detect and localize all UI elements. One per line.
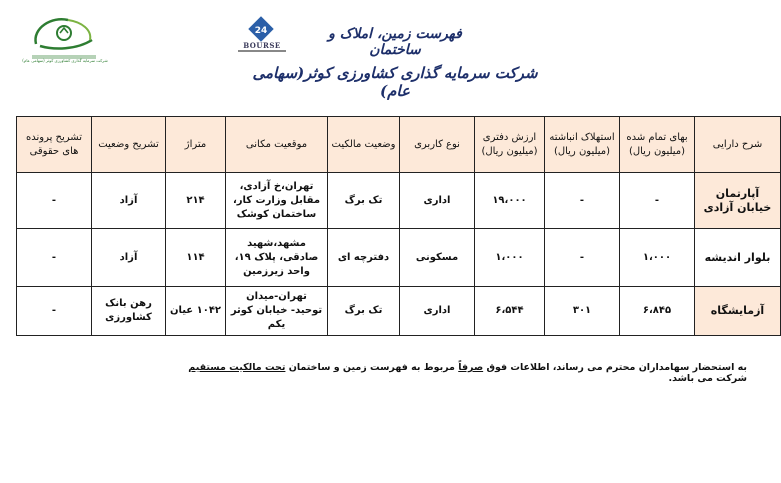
footnote-text: مربوط به فهرست زمین و ساختمان (285, 362, 459, 373)
table-header-row (17, 117, 781, 173)
assets-table (16, 116, 781, 336)
table-cell: آزمایشگاه (695, 287, 781, 336)
table-cell: مشهد،شهید صادقی، پلاک ۱۹، واحد زیرزمین (226, 229, 328, 287)
bourse-logo-underline (238, 50, 286, 52)
footnote-emphasis: تحت مالکیت مستقیم (188, 362, 286, 373)
table-row (17, 229, 781, 287)
table-cell: ۱۱۴ (166, 229, 226, 287)
footnote (160, 362, 747, 384)
table-cell: ۱،۰۰۰ (620, 229, 695, 287)
footnote-text: به استحضار سهامداران محترم می رساند، اطلاعات فوق (483, 362, 747, 373)
table-cell: آپارتمان خیابان آزادی (695, 173, 781, 229)
company-title: شرکت سرمایه گذاری کشاورزی کوثر(سهامی عام) (252, 64, 538, 100)
table-cell: ۲۱۴ (166, 173, 226, 229)
table-cell: تک برگ (328, 287, 400, 336)
table-row (17, 287, 781, 336)
table-cell: ۶،۸۴۵ (620, 287, 695, 336)
col-header: متراژ (166, 117, 226, 173)
col-header: شرح دارایی (695, 117, 781, 173)
table-cell: - (17, 229, 92, 287)
table-cell: ۶،۵۴۴ (475, 287, 545, 336)
footnote-text: شرکت می باشد. (668, 373, 747, 384)
table-row (17, 173, 781, 229)
table-cell: تهران،خ آزادی، مقابل وزارت کار، ساختمان کوشک (226, 173, 328, 229)
table-cell: اداری (400, 287, 475, 336)
footnote-emphasis: صرفاً (458, 362, 484, 373)
col-header: استهلاک انباشته (میلیون ریال) (545, 117, 620, 173)
col-header: نوع کاربری (400, 117, 475, 173)
col-header: تشریح پرونده های حقوقی (17, 117, 92, 173)
col-header: وضعیت مالکیت (328, 117, 400, 173)
kowsar-logo-caption: شرکت سرمایه گذاری کشاورزی کوثر (سهامی عام) (22, 58, 108, 63)
table-cell: دفترچه ای (328, 229, 400, 287)
table-cell: اداری (400, 173, 475, 229)
col-header: ارزش دفتری (میلیون ریال) (475, 117, 545, 173)
col-header: تشریح وضعیت (92, 117, 166, 173)
table-cell: ۱۹،۰۰۰ (475, 173, 545, 229)
table-cell: ۱۰۴۲ عیان (166, 287, 226, 336)
svg-text:24: 24 (254, 26, 268, 36)
table-cell: ۱،۰۰۰ (475, 229, 545, 287)
bourse-logo-text: BOURSE (243, 41, 281, 50)
col-header: بهای تمام شده (میلیون ریال) (620, 117, 695, 173)
table-cell: - (17, 287, 92, 336)
table-cell: - (17, 173, 92, 229)
col-header: موقعیت مکانی (226, 117, 328, 173)
bourse-logo (236, 18, 288, 58)
table-cell: آزاد (92, 229, 166, 287)
table-cell: - (545, 173, 620, 229)
page-title: فهرست زمین، املاک و ساختمان (328, 26, 462, 58)
table-cell: آزاد (92, 173, 166, 229)
table-cell: تک برگ (328, 173, 400, 229)
table-cell: - (545, 229, 620, 287)
table-cell: - (620, 173, 695, 229)
table-cell: ۳۰۱ (545, 287, 620, 336)
table-cell: تهران-میدان توحید- خیابان کوثر یکم (226, 287, 328, 336)
table-cell: مسکونی (400, 229, 475, 287)
table-cell: بلوار اندیشه (695, 229, 781, 287)
table-cell: رهن بانک کشاورزی (92, 287, 166, 336)
